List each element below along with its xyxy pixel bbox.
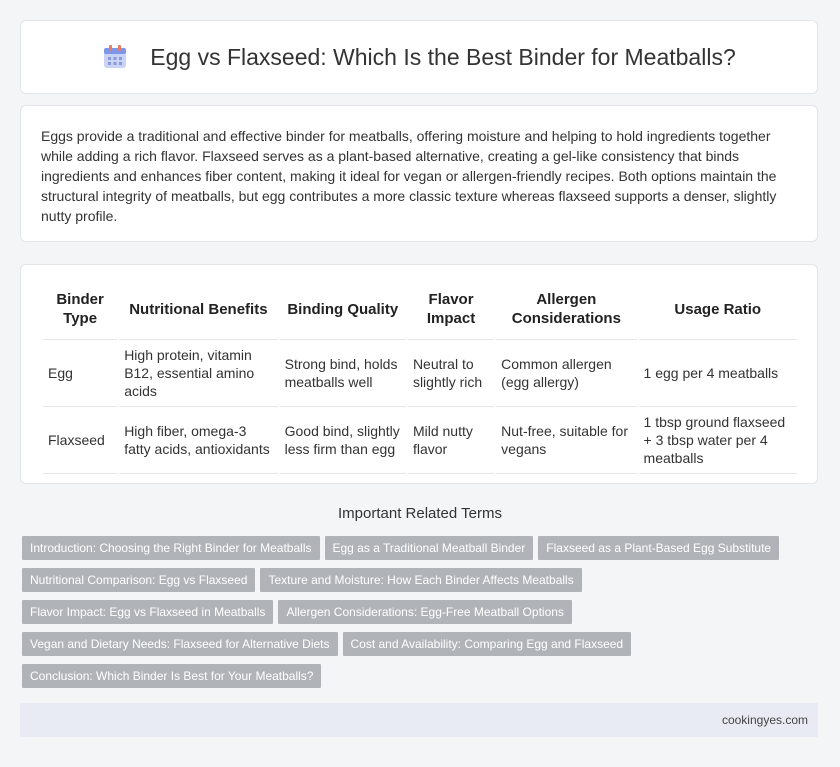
comparison-table [41,279,799,474]
footer [20,703,818,737]
cell-nutritional-benefits: High protein, vitamin B12, essential amino acids [119,340,277,407]
table-card [20,264,818,484]
related-term-tag[interactable]: Introduction: Choosing the Right Binder for Meatballs [22,536,320,560]
footer-site-name: cookingyes.com [721,713,808,727]
cell-flavor-impact: Neutral to slightly rich [408,340,494,407]
header-flavor-impact: Flavor Impact [408,279,494,340]
header-allergen-considerations: Allergen Considerations [496,279,636,340]
header-usage-ratio: Usage Ratio [639,279,797,340]
related-term-tag[interactable]: Flaxseed as a Plant-Based Egg Substitute [538,536,779,560]
related-term-tag[interactable]: Nutritional Comparison: Egg vs Flaxseed [22,568,255,592]
intro-paragraph: Eggs provide a traditional and effective binder for meatballs, offering moisture and helping to hold ingredients together while adding a rich flavor. Flaxseed serves as a plant-based alternative, creating a gel-like consistency that binds ingredients and enhances fiber content, making it ideal for vegan or allergen-friendly recipes. Both options maintain the structural integrity of meatballs, but egg contributes a more classic texture whereas flaxseed supports a denser, slightly nutty profile. [41,128,777,224]
cell-binder-type: Egg [43,340,117,407]
header-nutritional-benefits: Nutritional Benefits [119,279,277,340]
cell-usage-ratio: 1 egg per 4 meatballs [639,340,797,407]
table-row [43,407,797,474]
cell-flavor-impact: Mild nutty flavor [408,407,494,474]
related-term-tag[interactable]: Flavor Impact: Egg vs Flaxseed in Meatballs [22,600,273,624]
title-card [20,20,818,94]
cell-binder-type: Flaxseed [43,407,117,474]
related-term-tag[interactable]: Egg as a Traditional Meatball Binder [325,536,534,560]
cell-allergen-considerations: Common allergen (egg allergy) [496,340,636,407]
cell-allergen-considerations: Nut-free, suitable for vegans [496,407,636,474]
page-title-text: Egg vs Flaxseed: Which Is the Best Binder for Meatballs? [150,43,736,70]
cell-usage-ratio: 1 tbsp ground flaxseed + 3 tbsp water per 4 meatballs [639,407,797,474]
table-row [43,340,797,407]
related-term-tag[interactable]: Vegan and Dietary Needs: Flaxseed for Alternative Diets [22,632,338,656]
cell-nutritional-benefits: High fiber, omega-3 fatty acids, antioxidants [119,407,277,474]
related-terms-tags [22,536,818,696]
related-term-tag[interactable]: Texture and Moisture: How Each Binder Affects Meatballs [260,568,581,592]
related-term-tag[interactable]: Allergen Considerations: Egg-Free Meatball Options [278,600,571,624]
related-term-tag[interactable]: Cost and Availability: Comparing Egg and Flaxseed [343,632,632,656]
related-terms-title: Important Related Terms [338,505,502,522]
header-binding-quality: Binding Quality [280,279,406,340]
table-header-row [43,279,797,340]
related-term-tag[interactable]: Conclusion: Which Binder Is Best for Your Meatballs? [22,664,321,688]
calendar-icon [102,44,128,70]
cell-binding-quality: Good bind, slightly less firm than egg [280,407,406,474]
header-binder-type: Binder Type [43,279,117,340]
cell-binding-quality: Strong bind, holds meatballs well [280,340,406,407]
page-title [102,44,736,71]
intro-card [20,105,818,242]
